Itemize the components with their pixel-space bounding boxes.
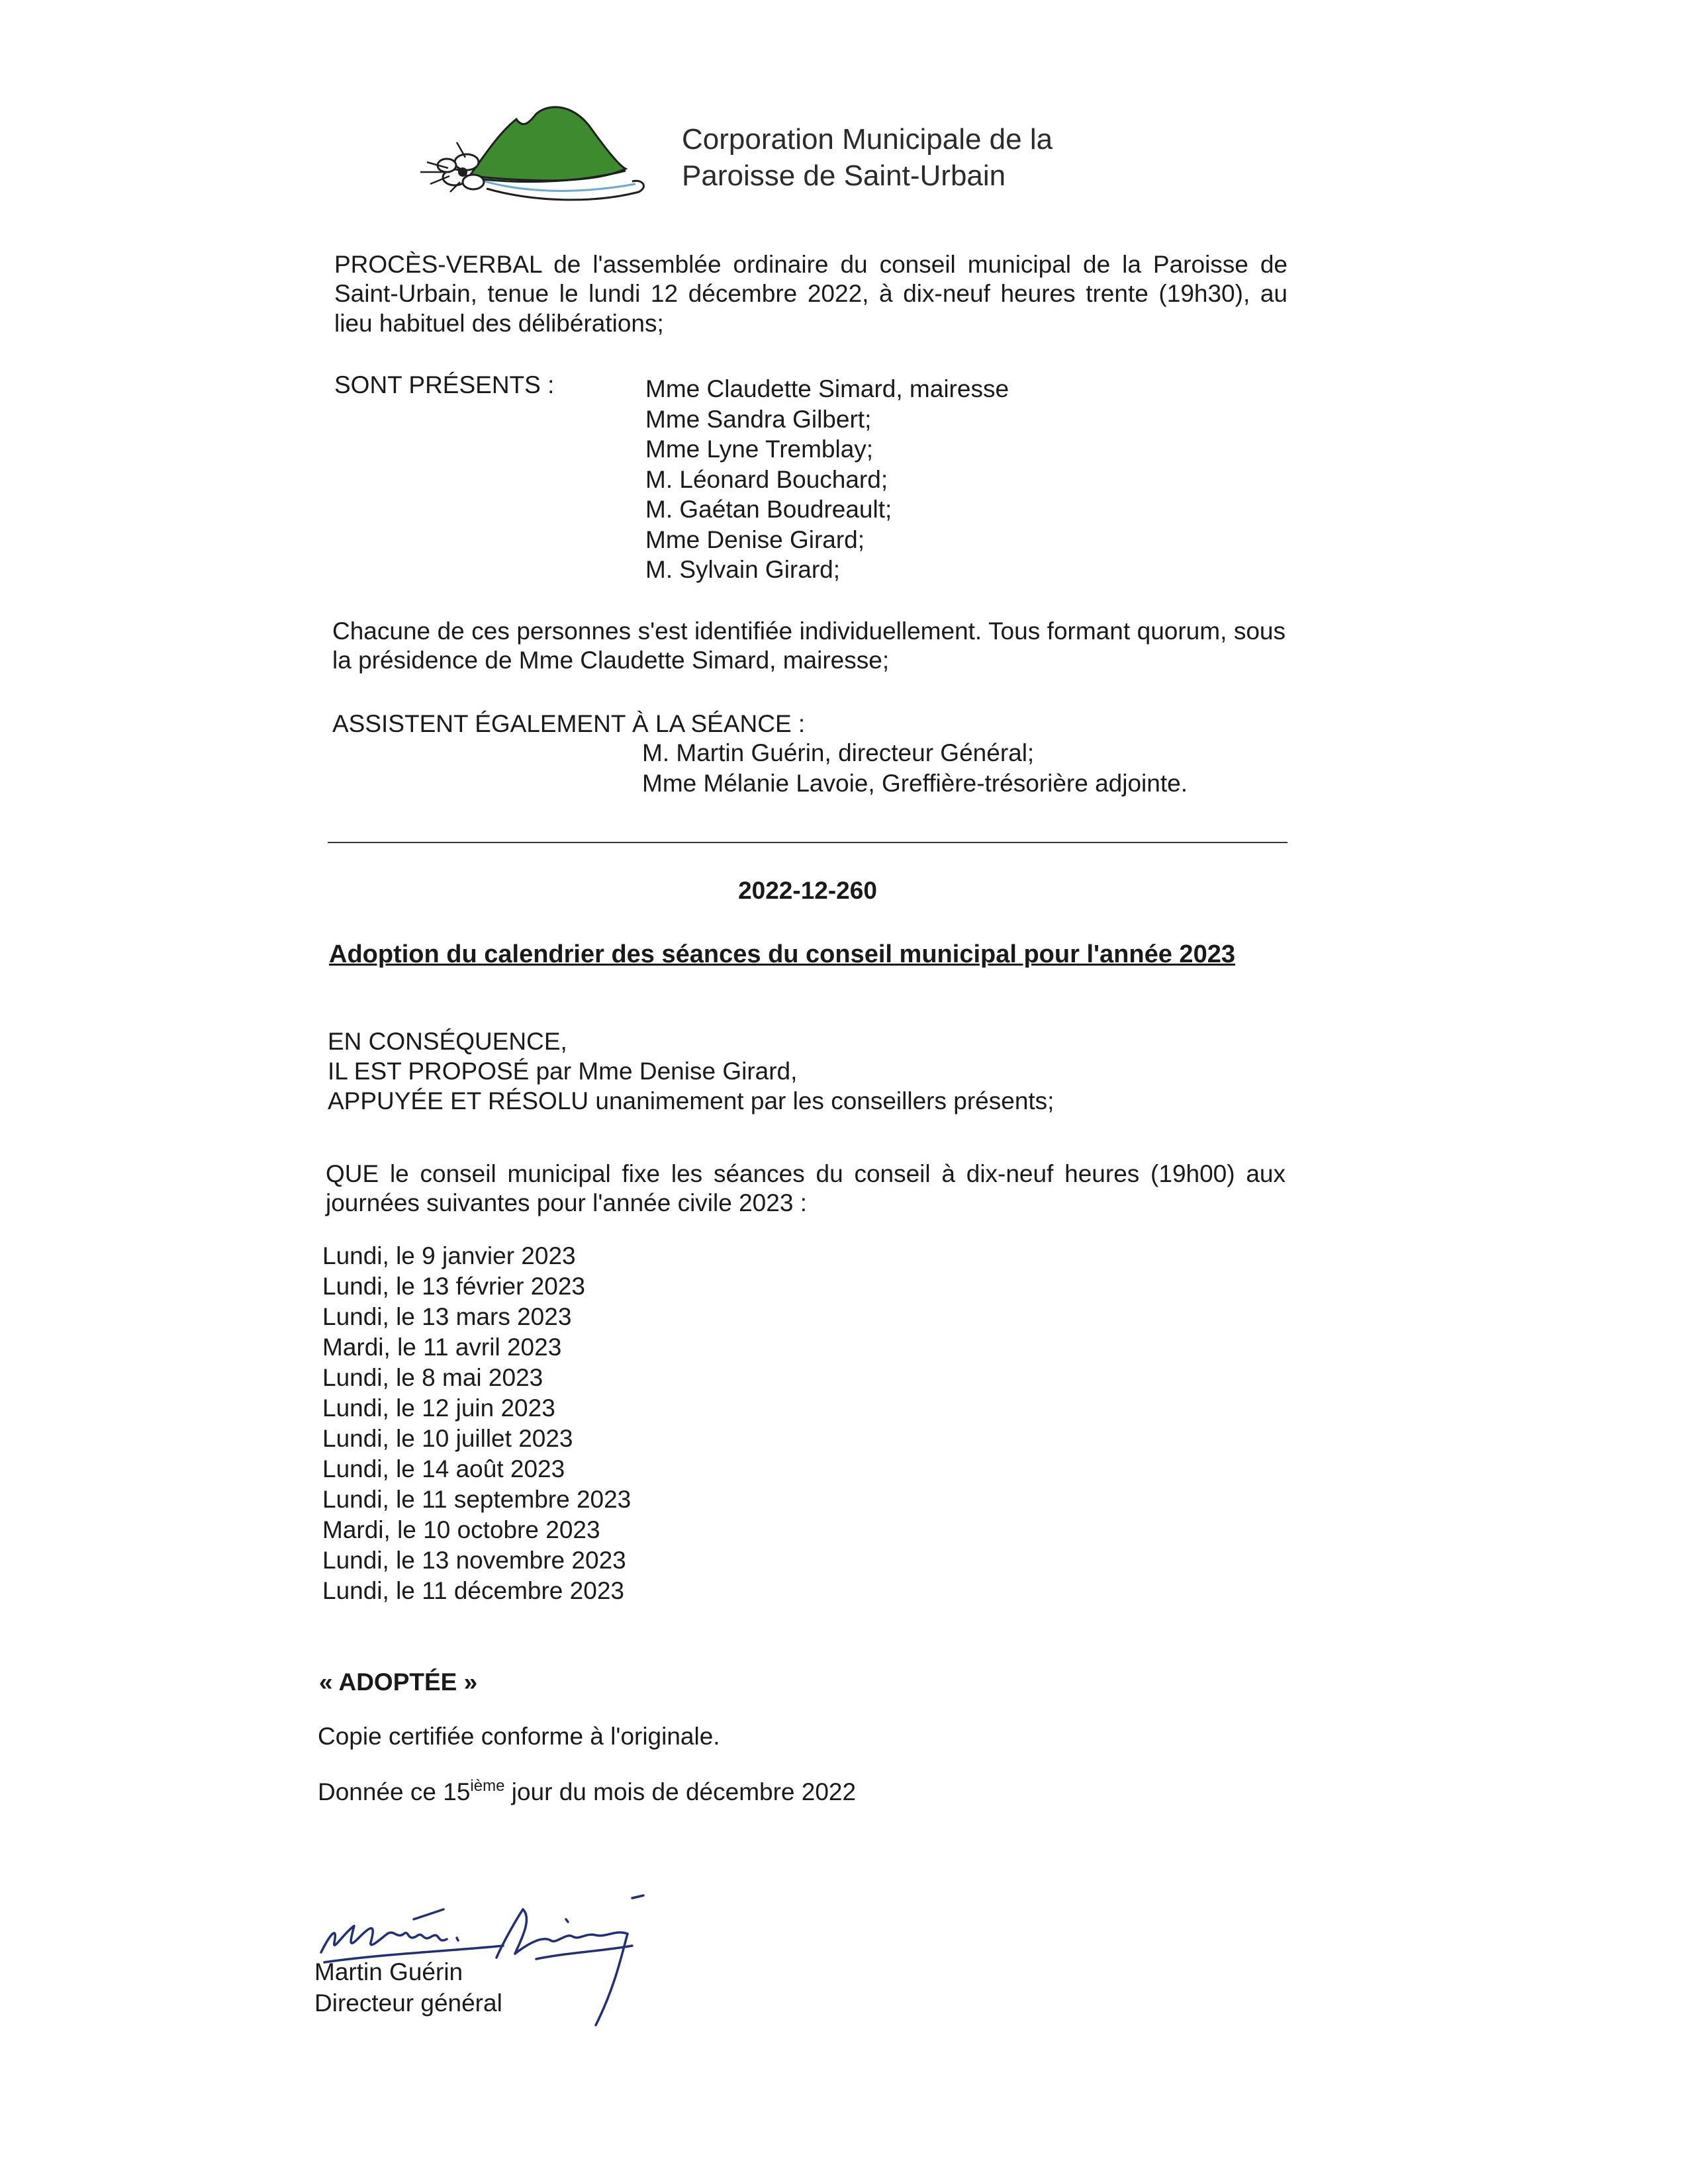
- intro-text: de l'assemblée ordinaire du conseil municipal de la Paroisse de Saint-Urbain, tenue le lundi 12 décembre 2022, à dix-neuf heures trente (19h30), au lieu habituel des délibérations;: [334, 251, 1288, 337]
- municipal-logo: [407, 99, 652, 218]
- assist-list: [642, 739, 1188, 799]
- quorum-paragraph: Chacune de ces personnes s'est identifiée individuellement. Tous formant quorum, sous la présidence de Mme Claudette Simard, mairesse;: [332, 617, 1286, 674]
- meeting-date: Lundi, le 14 août 2023: [322, 1455, 565, 1482]
- present-member: M. Sylvain Girard;: [645, 556, 841, 583]
- meeting-date: Lundi, le 13 février 2023: [322, 1273, 585, 1300]
- resolution-body: QUE le conseil municipal fixe les séances du conseil à dix-neuf heures (19h00) aux journées suivantes pour l'année civile 2023 :: [326, 1160, 1286, 1217]
- present-member: Mme Lyne Tremblay;: [645, 435, 874, 463]
- present-member: Mme Sandra Gilbert;: [645, 405, 872, 433]
- proposal-line: IL EST PROPOSÉ par Mme Denise Girard,: [328, 1058, 798, 1085]
- meeting-dates-list: [322, 1242, 631, 1607]
- proposal-line: APPUYÉE ET RÉSOLU unanimement par les conseillers présents;: [328, 1087, 1055, 1115]
- intro-paragraph: [334, 250, 1288, 338]
- proposal-block: [328, 1027, 1054, 1116]
- resolution-number: 2022-12-260: [738, 877, 877, 904]
- meeting-date: Mardi, le 10 octobre 2023: [322, 1516, 600, 1543]
- issue-date-before: Donnée ce 15: [318, 1778, 471, 1805]
- proposal-line: EN CONSÉQUENCE,: [328, 1028, 567, 1055]
- org-name-line2: Paroisse de Saint-Urbain: [682, 159, 1006, 192]
- issue-date-ordinal: ième: [470, 1777, 505, 1795]
- meeting-date: Lundi, le 10 juillet 2023: [322, 1425, 573, 1452]
- meeting-date: Lundi, le 13 novembre 2023: [322, 1547, 626, 1574]
- org-name-line1: Corporation Municipale de la: [682, 123, 1053, 156]
- signer-title: Directeur général: [314, 1989, 502, 2017]
- presents-label: SONT PRÉSENTS :: [334, 371, 555, 398]
- section-divider: [328, 842, 1288, 843]
- meeting-date: Lundi, le 11 décembre 2023: [322, 1577, 624, 1604]
- issue-date-after: jour du mois de décembre 2022: [504, 1778, 857, 1805]
- meeting-date: Lundi, le 8 mai 2023: [322, 1364, 543, 1391]
- issue-date-statement: [318, 1778, 856, 1807]
- present-member: Mme Denise Girard;: [645, 525, 865, 553]
- meeting-date: Mardi, le 11 avril 2023: [322, 1334, 562, 1361]
- presents-list: [645, 375, 1009, 586]
- assist-member: Mme Mélanie Lavoie, Greffière-trésorière adjointe.: [642, 770, 1188, 797]
- signer-name: Martin Guérin: [314, 1958, 463, 1985]
- adopted-mark: « ADOPTÉE »: [319, 1668, 478, 1696]
- assist-member: M. Martin Guérin, directeur Général;: [642, 739, 1035, 766]
- resolution-title: Adoption du calendrier des séances du conseil municipal pour l'année 2023: [329, 940, 1235, 968]
- present-member: Mme Claudette Simard, mairesse: [645, 375, 1009, 402]
- present-member: M. Léonard Bouchard;: [645, 465, 888, 493]
- certified-copy-statement: Copie certifiée conforme à l'originale.: [318, 1723, 720, 1750]
- intro-lead: PROCÈS-VERBAL: [334, 251, 542, 278]
- assist-label: ASSISTENT ÉGALEMENT À LA SÉANCE :: [332, 710, 806, 737]
- meeting-date: Lundi, le 11 septembre 2023: [322, 1486, 632, 1513]
- meeting-date: Lundi, le 9 janvier 2023: [322, 1242, 576, 1269]
- meeting-date: Lundi, le 13 mars 2023: [322, 1303, 572, 1330]
- present-member: M. Gaétan Boudreault;: [645, 496, 892, 523]
- meeting-date: Lundi, le 12 juin 2023: [322, 1394, 555, 1422]
